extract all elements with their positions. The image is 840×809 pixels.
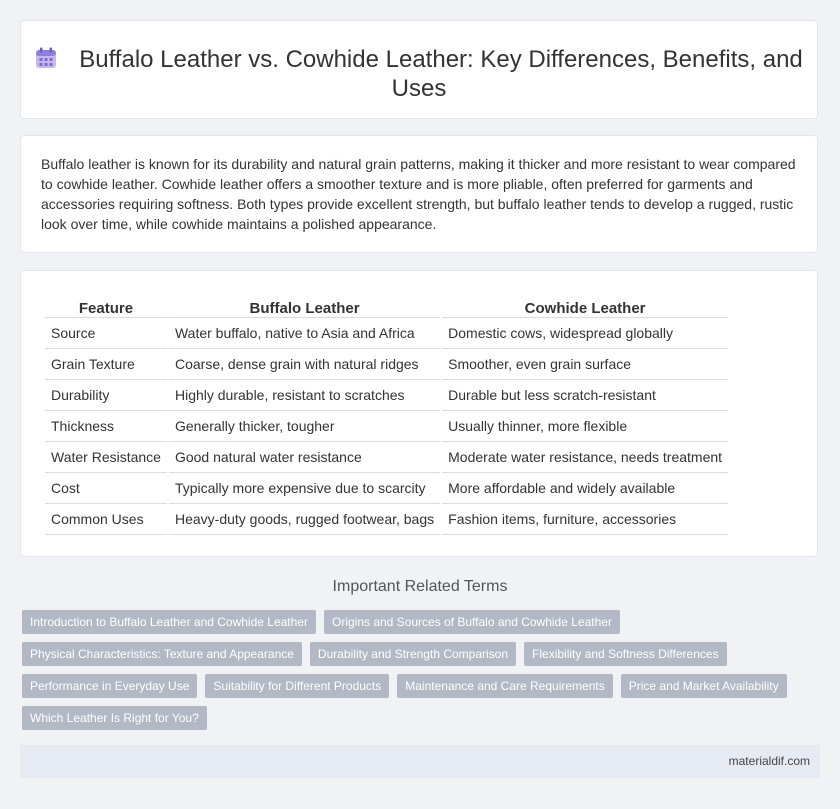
table-row [45,411,728,442]
header-feature: Feature [45,294,167,318]
related-term-tag[interactable]: Price and Market Availability [621,674,787,698]
related-term-tag[interactable]: Durability and Strength Comparison [310,642,516,666]
related-term-tag[interactable]: Origins and Sources of Buffalo and Cowhide Leather [324,610,620,634]
table-cell: Fashion items, furniture, accessories [442,504,728,535]
table-cell: Domestic cows, widespread globally [442,318,728,349]
table-cell: Usually thinner, more flexible [442,411,728,442]
calendar-icon [35,47,57,69]
page-title-text: Buffalo Leather vs. Cowhide Leather: Key Differences, Benefits, and Uses [79,46,803,102]
table-row [45,504,728,535]
table-cell: Grain Texture [45,349,167,380]
table-row [45,349,728,380]
related-terms-list [22,610,818,738]
header-cowhide: Cowhide Leather [442,294,728,318]
table-cell: Durability [45,380,167,411]
table-cell: Durable but less scratch-resistant [442,380,728,411]
comparison-table [43,294,730,535]
related-term-tag[interactable]: Suitability for Different Products [205,674,389,698]
table-cell: Moderate water resistance, needs treatment [442,442,728,473]
table-row [45,442,728,473]
table-row [45,318,728,349]
related-term-tag[interactable]: Flexibility and Softness Differences [524,642,727,666]
related-term-tag[interactable]: Physical Characteristics: Texture and Appearance [22,642,302,666]
intro-paragraph: Buffalo leather is known for its durability and natural grain patterns, making it thicker and more resistant to wear compared to cowhide leather. Cowhide leather offers a smoother texture and is more pliable, often preferred for garments and accessories requiring softness. Both types provide excellent strength, but buffalo leather tends to develop a rugged, rustic look over time, while cowhide maintains a polished appearance. [41,156,796,232]
table-cell: Highly durable, resistant to scratches [169,380,440,411]
related-terms-title: Important Related Terms [332,578,508,595]
table-row [45,473,728,504]
table-cell: Smoother, even grain surface [442,349,728,380]
table-cell: Water buffalo, native to Asia and Africa [169,318,440,349]
related-term-tag[interactable]: Performance in Everyday Use [22,674,197,698]
table-cell: More affordable and widely available [442,473,728,504]
related-term-tag[interactable]: Introduction to Buffalo Leather and Cowhide Leather [22,610,316,634]
table-header-row [45,294,728,318]
related-term-tag[interactable]: Which Leather Is Right for You? [22,706,207,730]
table-cell: Typically more expensive due to scarcity [169,473,440,504]
table-row [45,380,728,411]
footer-site-link[interactable]: materialdif.com [728,754,810,768]
intro-card [20,135,818,253]
comparison-card [20,270,818,557]
header-card [20,20,818,119]
table-cell: Cost [45,473,167,504]
header-buffalo: Buffalo Leather [169,294,440,318]
table-cell: Thickness [45,411,167,442]
footer [20,745,820,778]
table-cell: Generally thicker, tougher [169,411,440,442]
table-cell: Source [45,318,167,349]
related-term-tag[interactable]: Maintenance and Care Requirements [397,674,612,698]
table-cell: Good natural water resistance [169,442,440,473]
table-cell: Heavy-duty goods, rugged footwear, bags [169,504,440,535]
table-cell: Coarse, dense grain with natural ridges [169,349,440,380]
page-title [21,21,817,103]
table-cell: Water Resistance [45,442,167,473]
table-cell: Common Uses [45,504,167,535]
